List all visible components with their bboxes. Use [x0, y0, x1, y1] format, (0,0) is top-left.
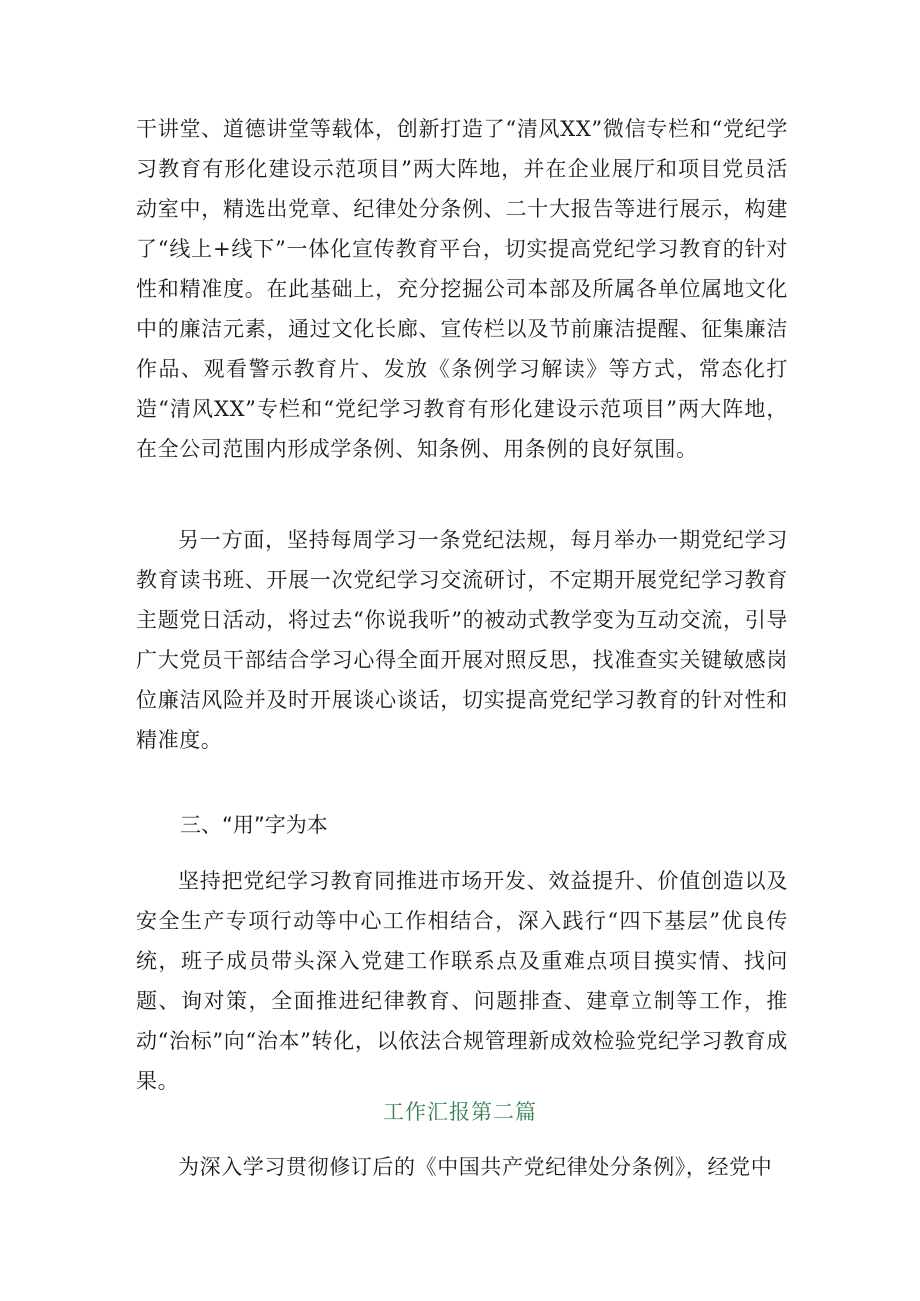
section-heading-3: 三、“用”字为本: [180, 813, 328, 837]
paragraph-2: 另一方面，坚持每周学习一条党纪法规，每月举办一期党纪学习教育读书班、开展一次党纪学习交流研讨，不定期开展党纪学习教育主题党日活动，将过去“你说我听”的被动式教学变为互动交流，引导广大党员干部结合学习心得全面开展对照反思，找准查实关键敏感岗位廉洁风险并及时开展谈心谈话，切实提高党纪学习教育的针对性和精准度。: [136, 528, 788, 752]
paragraph-1: 干讲堂、道德讲堂等载体，创新打造了“清风XX”微信专栏和“党纪学习教育有形化建设示范项目”两大阵地，并在企业展厅和项目党员活动室中，精选出党章、纪律处分条例、二十大报告等进行展示，构建了“线上+线下”一体化宣传教育平台，切实提高党纪学习教育的针对性和精准度。在此基础上，充分挖掘公司本部及所属各单位属地文化中的廉洁元素，通过文化长廊、宣传栏以及节前廉洁提醒、征集廉洁作品、观看警示教育片、发放《条例学习解读》等方式，常态化打造“清风XX”专栏和“党纪学习教育有形化建设示范项目”两大阵地，在全公司范围内形成学条例、知条例、用条例的良好氛围。: [136, 117, 788, 461]
article-title: 工作汇报第二篇: [383, 1100, 537, 1124]
paragraph-4: 为深入学习贯彻修订后的《中国共产党纪律处分条例》，经党中: [178, 1155, 773, 1179]
paragraph-3: 坚持把党纪学习教育同推进市场开发、效益提升、价值创造以及安全生产专项行动等中心工作相结合，深入践行“四下基层”优良传统，班子成员带头深入党建工作联系点及重难点项目摸实情、找问题、询对策，全面推进纪律教育、问题排查、建章立制等工作，推动“治标”向“治本”转化，以依法合规管理新成效检验党纪学习教育成果。: [136, 869, 788, 1093]
